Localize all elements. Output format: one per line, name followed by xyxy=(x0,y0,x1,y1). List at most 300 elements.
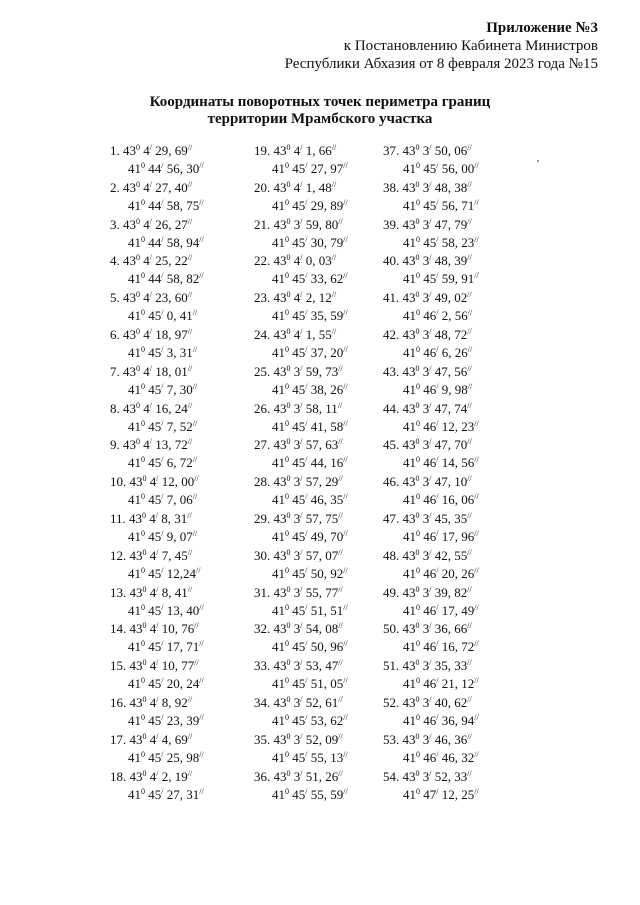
degree-mark: 0 xyxy=(416,161,420,170)
lon-degrees: 41 xyxy=(272,565,285,581)
second-mark: // xyxy=(199,749,204,759)
lat-seconds: 50, 06 xyxy=(434,143,468,158)
minute-mark: / xyxy=(161,197,164,207)
minute-mark: / xyxy=(305,197,308,207)
minute-mark: / xyxy=(161,492,164,502)
lat-minutes: 3 xyxy=(293,768,301,784)
second-mark: // xyxy=(331,253,337,263)
latitude xyxy=(110,326,230,344)
lat-minutes: 3 xyxy=(422,363,430,379)
lat-seconds: 26, 27 xyxy=(155,216,188,232)
longitude xyxy=(110,749,230,767)
minute-mark: / xyxy=(305,308,308,318)
lon-seconds: 6, 72 xyxy=(166,455,193,471)
degree-mark: 0 xyxy=(142,621,147,631)
lat-minutes: 3 xyxy=(422,216,430,232)
lon-minutes: 45 xyxy=(148,418,162,434)
point-number: 49. xyxy=(383,584,400,600)
lat-seconds: 1, 48 xyxy=(305,179,332,195)
point-number: 42. xyxy=(383,326,400,342)
latitude xyxy=(383,252,503,270)
point-number: 50. xyxy=(383,621,400,637)
latitude xyxy=(110,216,230,234)
lon-minutes: 46 xyxy=(423,565,437,581)
coordinate-point xyxy=(254,547,374,584)
minute-mark: / xyxy=(300,400,303,410)
degree-mark: 0 xyxy=(136,400,140,410)
lon-seconds: 53, 62 xyxy=(310,712,344,728)
minute-mark: / xyxy=(436,308,439,318)
second-mark: // xyxy=(338,694,343,704)
degree-mark: 0 xyxy=(415,216,420,226)
second-mark: // xyxy=(343,418,348,428)
second-mark: // xyxy=(331,326,337,336)
second-mark: // xyxy=(467,621,472,631)
lat-minutes: 3 xyxy=(422,437,430,453)
point-number: 23. xyxy=(254,290,271,306)
point-number: 39. xyxy=(383,216,400,232)
lon-minutes: 45 xyxy=(423,161,437,176)
lon-degrees: 41 xyxy=(128,344,141,360)
degree-mark: 0 xyxy=(142,731,147,741)
longitude xyxy=(383,197,503,215)
lat-minutes: 4 xyxy=(149,547,157,563)
lon-degrees: 41 xyxy=(272,528,285,544)
point-number: 6. xyxy=(110,326,120,342)
lon-seconds: 17, 96 xyxy=(441,528,475,544)
coordinate-point xyxy=(254,400,374,437)
second-mark: // xyxy=(474,161,479,170)
lat-minutes: 3 xyxy=(293,216,301,232)
lat-degrees: 43 xyxy=(123,400,136,416)
lon-degrees: 41 xyxy=(403,602,416,618)
longitude xyxy=(110,234,230,252)
lat-degrees: 43 xyxy=(402,326,416,342)
lat-minutes: 4 xyxy=(149,658,157,674)
latitude xyxy=(254,510,374,528)
second-mark: // xyxy=(343,639,348,649)
degree-mark: 0 xyxy=(416,676,420,686)
lat-seconds: 54, 08 xyxy=(305,621,339,637)
second-mark: // xyxy=(467,344,473,354)
degree-mark: 0 xyxy=(286,510,291,520)
lon-minutes: 46 xyxy=(423,676,437,692)
latitude xyxy=(110,620,230,638)
longitude xyxy=(254,270,374,288)
second-mark: // xyxy=(467,510,472,520)
lon-minutes: 44 xyxy=(148,197,162,213)
minute-mark: / xyxy=(300,253,303,263)
longitude xyxy=(110,565,230,583)
minute-mark: / xyxy=(436,271,439,281)
lon-minutes: 45 xyxy=(292,565,306,581)
lon-minutes: 46 xyxy=(423,308,437,324)
second-mark: // xyxy=(467,179,472,189)
minute-mark: / xyxy=(300,474,303,484)
minute-mark: / xyxy=(161,455,164,465)
lat-degrees: 43 xyxy=(123,437,136,453)
lat-seconds: 27, 40 xyxy=(155,179,188,195)
minute-mark: / xyxy=(155,510,159,520)
lon-degrees: 41 xyxy=(272,381,285,397)
lat-seconds: 8, 41 xyxy=(161,584,188,600)
lat-minutes: 3 xyxy=(422,253,430,269)
lon-seconds: 13, 40 xyxy=(166,602,200,618)
longitude xyxy=(383,675,503,693)
second-mark: // xyxy=(343,528,348,538)
lon-degrees: 41 xyxy=(272,308,285,324)
point-number: 34. xyxy=(254,694,271,710)
minute-mark: / xyxy=(436,786,439,796)
longitude xyxy=(110,602,230,620)
lat-degrees: 43 xyxy=(123,363,136,379)
lat-seconds: 48, 39 xyxy=(434,253,468,269)
degree-mark: 0 xyxy=(142,694,147,704)
degree-mark: 0 xyxy=(136,179,140,189)
lat-degrees: 43 xyxy=(129,768,143,784)
lon-minutes: 45 xyxy=(292,676,306,692)
coordinate-point xyxy=(383,326,503,363)
lon-degrees: 41 xyxy=(128,565,141,581)
degree-mark: 0 xyxy=(415,474,420,484)
latitude xyxy=(383,400,503,418)
lat-degrees: 43 xyxy=(402,290,416,306)
minute-mark: / xyxy=(156,658,159,668)
lat-minutes: 4 xyxy=(293,179,301,195)
lon-seconds: 51, 05 xyxy=(310,676,344,692)
degree-mark: 0 xyxy=(142,768,147,778)
longitude xyxy=(254,565,374,583)
degree-mark: 0 xyxy=(415,363,420,373)
lat-minutes: 4 xyxy=(149,768,157,784)
lon-seconds: 23, 39 xyxy=(166,712,200,728)
minute-mark: / xyxy=(161,381,164,391)
second-mark: // xyxy=(192,308,198,318)
lat-minutes: 3 xyxy=(293,584,301,600)
minute-mark: / xyxy=(300,326,303,336)
degree-mark: 0 xyxy=(285,565,289,575)
lon-seconds: 14, 56 xyxy=(441,455,475,471)
coordinate-point xyxy=(110,289,230,326)
degree-mark: 0 xyxy=(416,786,420,796)
lat-degrees: 43 xyxy=(123,290,136,306)
lat-minutes: 3 xyxy=(422,731,430,747)
minute-mark: / xyxy=(300,510,303,520)
second-mark: // xyxy=(199,161,204,170)
coordinate-point xyxy=(110,547,230,584)
lat-degrees: 43 xyxy=(402,143,416,158)
second-mark: // xyxy=(467,216,472,226)
longitude xyxy=(254,160,374,178)
degree-mark: 0 xyxy=(141,786,145,796)
point-number: 54. xyxy=(383,768,400,784)
degree-mark: 0 xyxy=(141,234,145,244)
lat-degrees: 43 xyxy=(402,621,416,637)
degree-mark: 0 xyxy=(141,197,145,207)
lat-degrees: 43 xyxy=(273,437,287,453)
lon-seconds: 20, 24 xyxy=(166,676,200,692)
lat-degrees: 43 xyxy=(402,400,416,416)
lon-degrees: 41 xyxy=(272,161,285,176)
degree-mark: 0 xyxy=(416,639,420,649)
lon-minutes: 46 xyxy=(423,639,437,655)
longitude xyxy=(254,344,374,362)
lat-degrees: 43 xyxy=(273,326,287,342)
latitude xyxy=(110,363,230,381)
second-mark: // xyxy=(467,326,472,336)
minute-mark: / xyxy=(429,731,432,741)
minute-mark: / xyxy=(436,712,439,722)
minute-mark: / xyxy=(305,344,308,354)
latitude xyxy=(383,510,503,528)
minute-mark: / xyxy=(429,326,432,336)
lon-minutes: 45 xyxy=(292,234,306,250)
latitude xyxy=(254,657,374,675)
lon-seconds: 58, 75 xyxy=(166,197,200,213)
coordinate-point xyxy=(383,547,503,584)
lon-seconds: 38, 26 xyxy=(310,381,344,397)
lat-seconds: 18, 01 xyxy=(155,363,188,379)
lon-seconds: 46, 35 xyxy=(310,492,344,508)
minute-mark: / xyxy=(161,528,164,538)
lat-seconds: 52, 09 xyxy=(305,731,339,747)
lat-seconds: 10, 76 xyxy=(161,621,195,637)
lon-degrees: 41 xyxy=(272,676,285,692)
coordinate-point xyxy=(383,363,503,400)
minute-mark: / xyxy=(305,271,308,281)
longitude xyxy=(383,565,503,583)
lon-degrees: 41 xyxy=(272,418,285,434)
second-mark: // xyxy=(187,400,193,410)
coordinate-point xyxy=(383,289,503,326)
minute-mark: / xyxy=(161,712,164,722)
second-mark: // xyxy=(187,179,193,189)
point-number: 29. xyxy=(254,510,271,526)
lat-minutes: 4 xyxy=(293,326,301,342)
lat-seconds: 57, 63 xyxy=(305,437,339,453)
lon-seconds: 46, 32 xyxy=(441,749,475,765)
lon-minutes: 45 xyxy=(423,197,437,213)
second-mark: // xyxy=(187,768,193,778)
degree-mark: 0 xyxy=(286,694,291,704)
minute-mark: / xyxy=(429,694,432,704)
lon-seconds: 56, 30 xyxy=(166,161,200,176)
degree-mark: 0 xyxy=(415,510,420,520)
longitude xyxy=(383,418,503,436)
longitude xyxy=(110,712,230,730)
latitude xyxy=(110,142,230,160)
degree-mark: 0 xyxy=(415,400,420,410)
lat-degrees: 43 xyxy=(273,179,287,195)
lon-minutes: 44 xyxy=(148,271,162,287)
second-mark: // xyxy=(467,381,473,391)
point-number: 32. xyxy=(254,621,271,637)
longitude xyxy=(110,528,230,546)
lat-seconds: 45, 35 xyxy=(434,510,468,526)
lat-seconds: 8, 92 xyxy=(161,694,188,710)
minute-mark: / xyxy=(436,455,439,465)
minute-mark: / xyxy=(161,639,164,649)
minute-mark: / xyxy=(161,602,164,612)
second-mark: // xyxy=(199,676,204,686)
lon-degrees: 41 xyxy=(128,308,141,324)
degree-mark: 0 xyxy=(285,161,289,170)
lon-minutes: 46 xyxy=(423,381,437,397)
degree-mark: 0 xyxy=(285,234,289,244)
lat-seconds: 23, 60 xyxy=(155,290,188,306)
latitude xyxy=(110,510,230,528)
minute-mark: / xyxy=(305,161,308,170)
latitude xyxy=(110,768,230,786)
latitude xyxy=(110,179,230,197)
degree-mark: 0 xyxy=(285,602,289,612)
second-mark: // xyxy=(467,143,472,152)
second-mark: // xyxy=(338,547,343,557)
lat-degrees: 43 xyxy=(402,768,416,784)
lon-seconds: 56, 71 xyxy=(441,197,475,213)
lat-degrees: 43 xyxy=(402,694,416,710)
lat-seconds: 2, 12 xyxy=(305,290,332,306)
minute-mark: / xyxy=(305,749,308,759)
minute-mark: / xyxy=(300,143,303,152)
minute-mark: / xyxy=(161,418,164,428)
lat-minutes: 3 xyxy=(293,474,301,490)
lat-seconds: 47, 56 xyxy=(434,363,468,379)
lon-minutes: 45 xyxy=(148,455,162,471)
minute-mark: / xyxy=(149,216,152,226)
longitude xyxy=(254,418,374,436)
second-mark: // xyxy=(474,528,479,538)
coordinate-point xyxy=(254,510,374,547)
lon-seconds: 44, 16 xyxy=(310,455,344,471)
lat-minutes: 3 xyxy=(293,510,301,526)
degree-mark: 0 xyxy=(416,234,420,244)
lat-seconds: 39, 82 xyxy=(434,584,468,600)
lat-degrees: 43 xyxy=(402,474,416,490)
lat-minutes: 3 xyxy=(293,658,301,674)
lon-seconds: 12, 25 xyxy=(441,786,475,802)
second-mark: // xyxy=(343,271,348,281)
degree-mark: 0 xyxy=(416,418,420,428)
minute-mark: / xyxy=(149,326,152,336)
lon-degrees: 41 xyxy=(272,455,285,471)
latitude xyxy=(110,289,230,307)
latitude xyxy=(383,584,503,602)
lon-seconds: 58, 23 xyxy=(441,234,475,250)
degree-mark: 0 xyxy=(415,179,420,189)
latitude xyxy=(254,694,374,712)
second-mark: // xyxy=(187,547,193,557)
lon-degrees: 41 xyxy=(403,418,416,434)
lon-degrees: 41 xyxy=(128,234,141,250)
lon-minutes: 45 xyxy=(148,308,162,324)
degree-mark: 0 xyxy=(136,253,140,263)
lon-degrees: 41 xyxy=(403,676,416,692)
lon-minutes: 45 xyxy=(148,381,162,397)
minute-mark: / xyxy=(429,363,432,373)
degree-mark: 0 xyxy=(416,308,420,318)
minute-mark: / xyxy=(436,565,439,575)
lon-minutes: 45 xyxy=(148,786,162,802)
lon-degrees: 41 xyxy=(272,749,285,765)
coordinate-point xyxy=(383,768,503,805)
longitude xyxy=(383,270,503,288)
degree-mark: 0 xyxy=(285,712,289,722)
coordinate-point xyxy=(254,657,374,694)
lat-degrees: 43 xyxy=(129,584,143,600)
degree-mark: 0 xyxy=(141,492,145,502)
longitude xyxy=(383,454,503,472)
lat-seconds: 47, 10 xyxy=(434,474,468,490)
lat-seconds: 52, 61 xyxy=(305,694,339,710)
lat-seconds: 40, 62 xyxy=(434,694,468,710)
lon-seconds: 7, 30 xyxy=(166,381,193,397)
latitude xyxy=(110,694,230,712)
second-mark: // xyxy=(338,584,343,594)
lon-seconds: 59, 91 xyxy=(441,271,475,287)
lat-degrees: 43 xyxy=(402,731,416,747)
lon-minutes: 45 xyxy=(292,528,306,544)
lon-degrees: 41 xyxy=(403,639,416,655)
minute-mark: / xyxy=(300,658,303,668)
point-number: 20. xyxy=(254,179,271,195)
latitude xyxy=(383,547,503,565)
lat-minutes: 3 xyxy=(422,510,430,526)
lon-seconds: 12,24 xyxy=(166,565,196,581)
lon-minutes: 45 xyxy=(148,344,162,360)
lat-minutes: 3 xyxy=(422,658,430,674)
latitude xyxy=(254,252,374,270)
longitude xyxy=(254,491,374,509)
latitude xyxy=(383,657,503,675)
minute-mark: / xyxy=(149,363,152,373)
coordinate-point xyxy=(383,473,503,510)
lat-seconds: 2, 19 xyxy=(161,768,188,784)
lon-degrees: 41 xyxy=(128,786,141,802)
point-number: 51. xyxy=(383,658,400,674)
lon-minutes: 45 xyxy=(292,712,306,728)
lon-degrees: 41 xyxy=(128,749,141,765)
longitude xyxy=(254,307,374,325)
lat-seconds: 48, 72 xyxy=(434,326,468,342)
lon-seconds: 2, 56 xyxy=(441,308,468,324)
longitude xyxy=(383,381,503,399)
coordinate-point xyxy=(110,584,230,621)
lon-degrees: 41 xyxy=(128,712,141,728)
lon-minutes: 45 xyxy=(292,308,306,324)
degree-mark: 0 xyxy=(415,290,420,300)
degree-mark: 0 xyxy=(136,143,140,152)
degree-mark: 0 xyxy=(286,547,291,557)
degree-mark: 0 xyxy=(415,768,420,778)
minute-mark: / xyxy=(305,234,308,244)
lat-degrees: 43 xyxy=(273,216,287,232)
lon-seconds: 37, 20 xyxy=(310,344,344,360)
degree-mark: 0 xyxy=(286,437,291,447)
coordinate-point xyxy=(110,436,230,473)
lat-seconds: 46, 36 xyxy=(434,731,468,747)
point-number: 36. xyxy=(254,768,271,784)
lon-degrees: 41 xyxy=(128,455,141,471)
longitude xyxy=(383,528,503,546)
latitude xyxy=(110,731,230,749)
second-mark: // xyxy=(467,658,472,668)
second-mark: // xyxy=(194,658,199,668)
lat-degrees: 43 xyxy=(273,658,287,674)
lon-seconds: 49, 70 xyxy=(310,528,344,544)
minute-mark: / xyxy=(429,510,432,520)
second-mark: // xyxy=(331,179,337,189)
